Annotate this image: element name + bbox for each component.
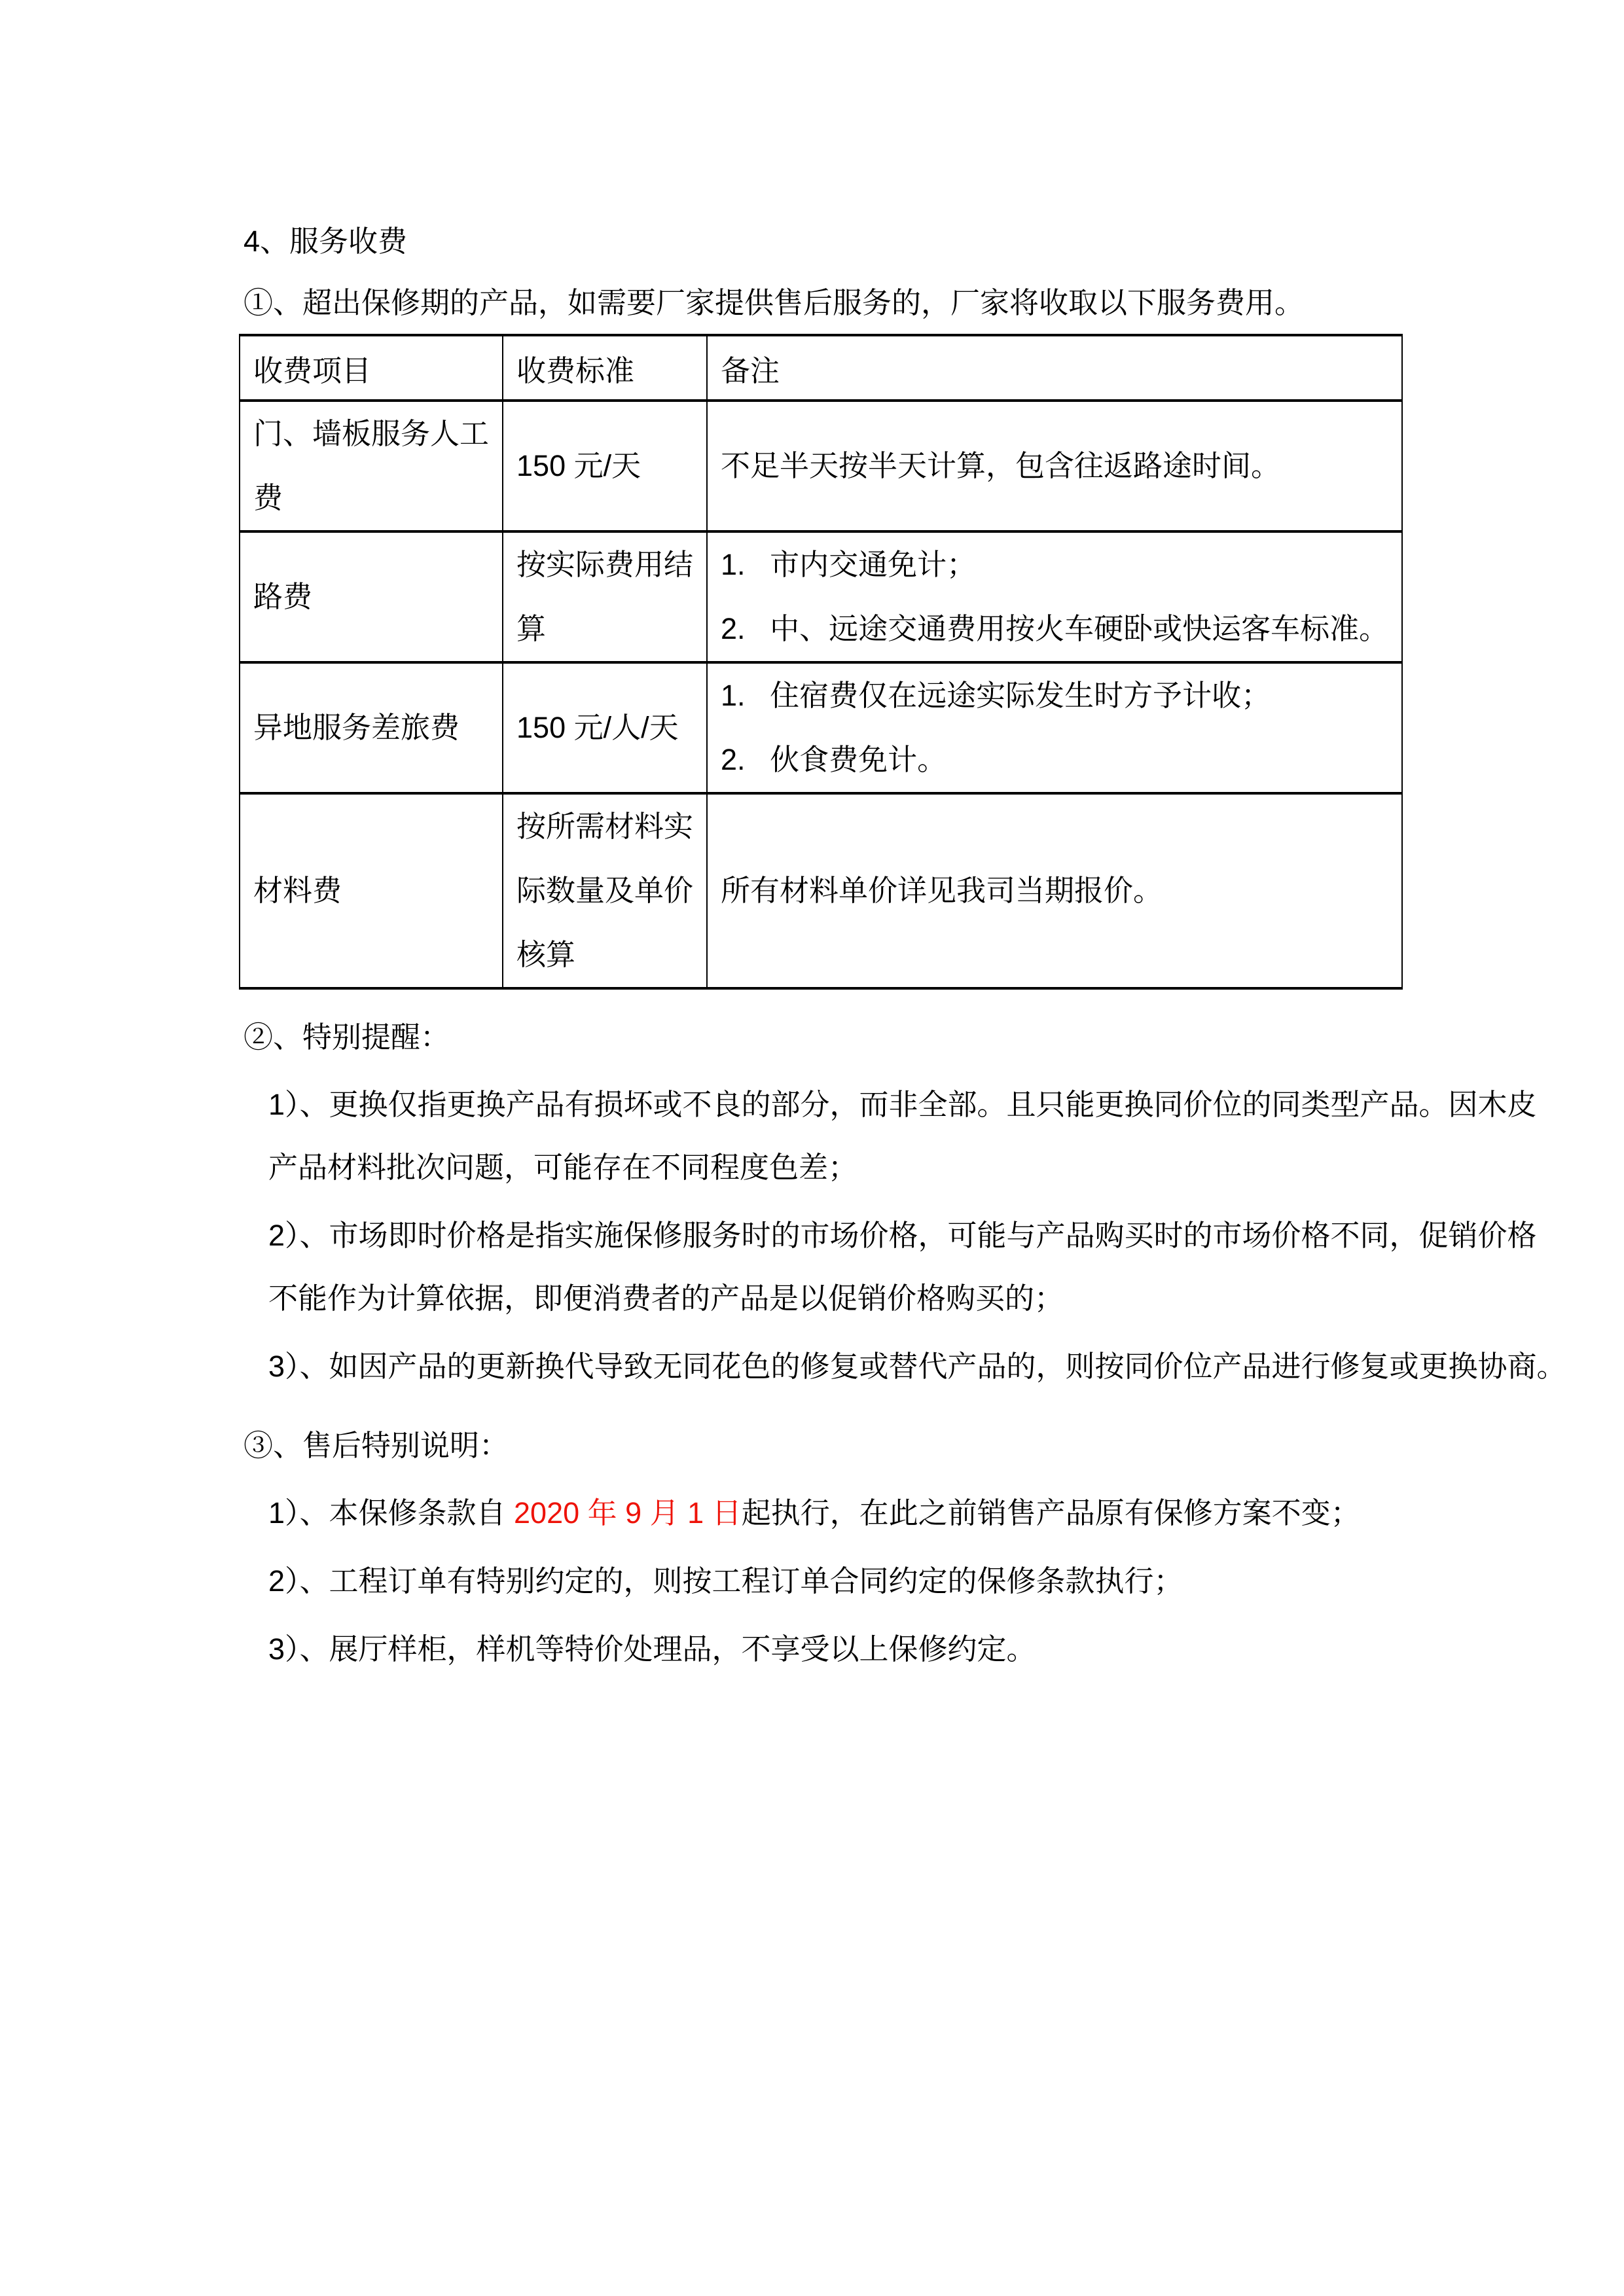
fee-note-cell: 1. 市内交通免计； 2. 中、远途交通费用按火车硬卧或快运客车标准。: [707, 531, 1402, 662]
after-sales-heading: ③、售后特别说明：: [244, 1429, 509, 1462]
header-remark: 备注: [707, 335, 1402, 401]
aftersales-item-2-line: 2）、工程订单有特别约定的，则按工程订单合同约定的保修条款执行；: [268, 1564, 1183, 1598]
aftersales-item-1-prefix: 1）、本保修条款自: [268, 1496, 514, 1530]
fee-note-cell: 1. 住宿费仅在远途实际发生时方予计收； 2. 伙食费免计。: [707, 662, 1402, 793]
effective-date-highlight: 2020 年 9 月 1 日: [514, 1496, 742, 1530]
reminder-item-1: 1）、更换仅指更换产品有损坏或不良的部分，而非全部。且只能更换同价位的同类型产品。因木皮 产品材料批次问题，可能存在不同程度色差；: [268, 1088, 1537, 1184]
fee-item-cell: 材料费: [240, 793, 503, 988]
header-fee-standard: 收费标准: [503, 335, 707, 401]
fee-item-cell: 门、墙板服务人工 费: [240, 401, 503, 531]
table-row-material-fee: [240, 793, 1402, 988]
aftersales-item-1: [268, 1482, 1565, 1545]
fee-item-cell: 路费: [240, 531, 503, 662]
table-row-labor-fee: [240, 401, 1402, 531]
fee-item-cell: 异地服务差旅费: [240, 662, 503, 793]
aftersales-item-1-suffix: 起执行，在此之前销售产品原有保修方案不变；: [741, 1496, 1360, 1530]
fee-standard-cell: 150 元/人/天: [503, 662, 707, 793]
aftersales-item-2: [268, 1550, 1565, 1613]
fee-note-cell: 不足半天按半天计算，包含往返路途时间。: [707, 401, 1402, 531]
reminder-item-3: 3）、如因产品的更新换代导致无同花色的修复或替代产品的，则按同价位产品进行修复或更换协商。: [268, 1350, 1566, 1383]
table-header-row: [240, 335, 1402, 401]
special-reminder-heading: ②、特别提醒：: [244, 1020, 450, 1054]
table-row-road-fee: [240, 531, 1402, 662]
aftersales-item-1-line: [268, 1482, 1565, 1545]
fee-standard-cell: 150 元/天: [503, 401, 707, 531]
intro-paragraph: ①、超出保修期的产品，如需要厂家提供售后服务的，厂家将收取以下服务费用。: [244, 286, 1305, 319]
service-fee-table: [239, 334, 1403, 990]
fee-standard-cell: 按实际费用结 算: [503, 531, 707, 662]
aftersales-item-3: [268, 1618, 1565, 1681]
page-title: 4、服务收费: [244, 224, 408, 258]
header-fee-item: 收费项目: [240, 335, 503, 401]
fee-note-cell: 所有材料单价详见我司当期报价。: [707, 793, 1402, 988]
table-row-travel-fee: [240, 662, 1402, 793]
aftersales-item-3-line: 3）、展厅样柜，样机等特价处理品，不享受以上保修约定。: [268, 1632, 1036, 1666]
reminder-item-2: 2）、市场即时价格是指实施保修服务时的市场价格，可能与产品购买时的市场价格不同，促销价格 不能作为计算依据，即便消费者的产品是以促销价格购买的；: [268, 1219, 1537, 1315]
fee-standard-cell: 按所需材料实 际数量及单价 核算: [503, 793, 707, 988]
